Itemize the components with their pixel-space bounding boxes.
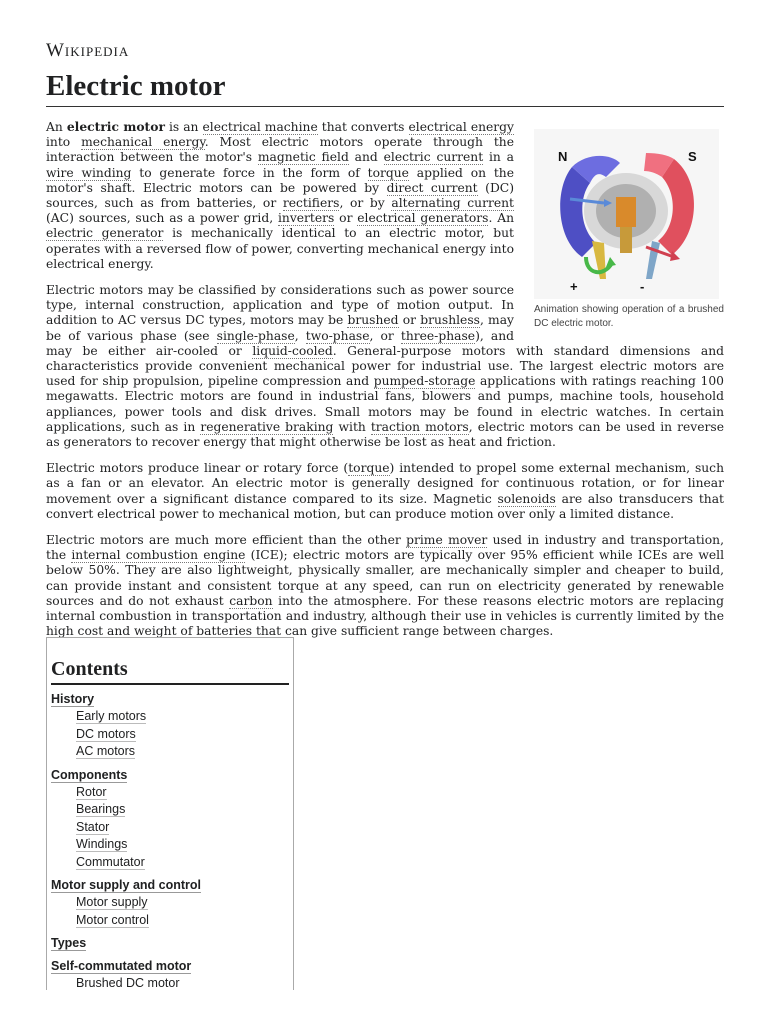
- toc-section[interactable]: [51, 691, 289, 708]
- text-run: are also transducers that convert electrical power to mechanical motion, but can produce motion over only a limited distance.: [46, 491, 724, 521]
- minus-terminal-label: -: [640, 279, 645, 294]
- toc-subsection-label: Windings: [76, 837, 128, 851]
- wiki-link[interactable]: wire winding: [46, 165, 132, 180]
- page-title: Electric motor: [46, 66, 724, 107]
- text-run: (AC) sources, such as a power grid,: [46, 211, 278, 226]
- text-run: applied on the motor's shaft. Electric motors can be powered by: [46, 165, 515, 195]
- toc-list: [51, 691, 289, 990]
- toc-section[interactable]: [51, 767, 289, 784]
- toc-subsection[interactable]: [51, 784, 289, 802]
- toc-section-label: History: [51, 692, 95, 706]
- wiki-link[interactable]: traction motors: [370, 419, 469, 434]
- text-run: ,: [294, 328, 306, 343]
- wiki-link[interactable]: electric current: [383, 150, 484, 165]
- plus-terminal-label: +: [570, 279, 578, 294]
- wikipedia-wordmark[interactable]: Wikipedia: [46, 40, 130, 61]
- toc-subsection[interactable]: [51, 836, 289, 854]
- text-run: Electric motors are much more efficient than the other: [46, 533, 407, 548]
- text-run: applications with ratings reaching 100 megawatts. Electric motors are found in industrial fans, blowers and pumps, machine tools, household appliances, power tools and disk drives. Small motors may be found in electric watches. In certain applications, such as in: [46, 374, 724, 434]
- text-run: , or: [369, 328, 401, 343]
- text-run: into: [46, 135, 82, 150]
- toc-section-label: Types: [51, 936, 87, 950]
- wiki-link[interactable]: single-phase: [216, 328, 295, 343]
- text-run: , or by: [339, 196, 392, 211]
- text-run: , electric motors can be used in reverse as generators to recover energy that might otherwise be lost as heat and friction.: [46, 419, 724, 450]
- wiki-link[interactable]: electrical generators: [357, 211, 489, 226]
- text-run: with: [333, 419, 371, 434]
- wiki-link[interactable]: direct current: [386, 180, 478, 195]
- wiki-link[interactable]: alternating current: [391, 196, 514, 211]
- toc-section-label: Components: [51, 767, 128, 782]
- toc-subsection[interactable]: [51, 854, 289, 872]
- toc-subsection[interactable]: [51, 708, 289, 726]
- text-run: into the atmosphere. For these reasons electric motors are replacing internal combustion in transportation and industry, although their use in vehicles is currently limited by the high cost and weight of batteries that can give sufficient range between charges.: [46, 593, 724, 639]
- text-run: that converts: [317, 120, 409, 134]
- wiki-link[interactable]: brushless: [420, 313, 480, 328]
- text-run: ) intended to propel some external mechanism, such as a fan or an elevator. An electric motor is generally designed for continuous rotation, or for linear movement over a significant distance compared to its size. Magnetic: [46, 461, 724, 506]
- toc-subsection[interactable]: [51, 912, 289, 930]
- toc-section[interactable]: [51, 877, 289, 894]
- wiki-link[interactable]: inverters: [277, 211, 335, 226]
- toc-subsection-label: Early motors: [76, 709, 147, 723]
- wiki-link[interactable]: internal combustion engine: [71, 548, 246, 563]
- text-run: used in industry and transportation, the: [46, 533, 724, 563]
- text-run: (ICE); electric motors are typically over 95% efficient while ICEs are well below 50%. They are also lightweight, physically smaller, are mechanically simpler and cheaper to build, can provide instant and consistent torque at any speed, can run on electricity generated by renewable sources and do not exhaust: [46, 548, 724, 608]
- text-run: or: [334, 211, 358, 226]
- toc-section-label: Self-commutated motor: [51, 959, 192, 973]
- text-run: and: [348, 150, 384, 165]
- text-run: . An: [488, 211, 515, 226]
- toc-subsection-label: Stator: [76, 819, 110, 834]
- wiki-link[interactable]: brushed: [347, 313, 399, 328]
- toc-subsection[interactable]: [51, 819, 289, 837]
- wiki-link[interactable]: solenoids: [497, 491, 556, 506]
- toc-section[interactable]: [51, 935, 289, 952]
- wiki-link[interactable]: electrical machine: [202, 120, 318, 134]
- wiki-link[interactable]: carbon: [229, 593, 273, 608]
- text-run: (DC) sources, such as from batteries, or: [46, 180, 515, 211]
- text-run: is an: [164, 120, 203, 134]
- motor-animation-image[interactable]: [534, 129, 719, 299]
- toc-section-label: Motor supply and control: [51, 878, 201, 892]
- wiki-link[interactable]: prime mover: [406, 533, 488, 548]
- pole-n-label: N: [558, 149, 568, 164]
- article-body: [46, 119, 724, 651]
- pole-s-label: S: [688, 149, 697, 164]
- infobox-caption: Animation showing operation of a brushed DC electric motor.: [534, 304, 724, 329]
- text-run: . General-purpose motors with standard dimensions and characteristics provide convenient mechanical power for industrial use. The largest electric motors are used for ship propulsion, pipeline compression and: [46, 343, 724, 389]
- text-run: is mechanically identical to an electric motor, but operates with a reversed flow of power, converting mechanical energy into electrical energy.: [46, 226, 514, 271]
- toc-subsection-label: Motor control: [76, 912, 149, 927]
- infobox: [534, 129, 724, 331]
- wiki-link[interactable]: torque: [367, 165, 409, 180]
- text-run: , may be of various phase (see: [46, 313, 514, 343]
- toc-section[interactable]: [51, 958, 289, 975]
- text-run: Electric motors may be classified by considerations such as power source type, internal construction, application and type of motion output. In addition to AC versus DC types, motors may be: [46, 283, 514, 328]
- wiki-link[interactable]: two-phase: [305, 328, 370, 343]
- toc-subsection-label: Motor supply: [76, 895, 148, 909]
- table-of-contents: [46, 637, 294, 990]
- toc-subsection-label: Rotor: [76, 784, 107, 799]
- text-run: Electric motors produce linear or rotary force (: [46, 461, 349, 476]
- toc-title: Contents: [51, 658, 289, 685]
- toc-subsection-label: DC motors: [76, 726, 136, 741]
- wiki-link[interactable]: electrical energy: [408, 120, 514, 134]
- bold-term: electric motor: [66, 119, 165, 134]
- toc-subsection-label: AC motors: [76, 744, 136, 758]
- toc-subsection-label: Brushed DC motor: [76, 976, 180, 990]
- brushed-dc-motor-illustration: [534, 129, 719, 299]
- text-run: . Most electric motors operate through the interaction between the motor's: [46, 135, 514, 165]
- text-run: ), and may be either air-cooled or: [46, 328, 514, 358]
- toc-subsection[interactable]: [51, 894, 289, 912]
- toc-subsection[interactable]: [51, 801, 289, 819]
- wiki-link[interactable]: electric generator: [46, 226, 164, 241]
- wiki-link[interactable]: torque: [348, 461, 390, 476]
- paragraph: [46, 533, 724, 639]
- text-run: to generate force in the form of: [131, 165, 368, 180]
- paragraph: [46, 461, 724, 522]
- toc-subsection[interactable]: [51, 726, 289, 744]
- toc-subsection-label: Commutator: [76, 854, 145, 869]
- wiki-link[interactable]: pumped-storage: [373, 374, 476, 389]
- text-run: in a: [483, 150, 514, 165]
- wiki-link[interactable]: mechanical energy: [81, 135, 205, 150]
- wiki-link[interactable]: rectifiers: [282, 196, 340, 211]
- text-run: An: [46, 120, 67, 134]
- toc-subsection-label: Bearings: [76, 802, 126, 816]
- wiki-link[interactable]: magnetic field: [257, 150, 349, 165]
- wiki-link[interactable]: three-phase: [400, 328, 476, 343]
- wiki-link[interactable]: liquid-cooled: [252, 343, 333, 358]
- toc-subsection[interactable]: [51, 975, 289, 990]
- toc-subsection[interactable]: [51, 743, 289, 761]
- wiki-link[interactable]: regenerative braking: [200, 419, 334, 434]
- text-run: or: [398, 313, 421, 328]
